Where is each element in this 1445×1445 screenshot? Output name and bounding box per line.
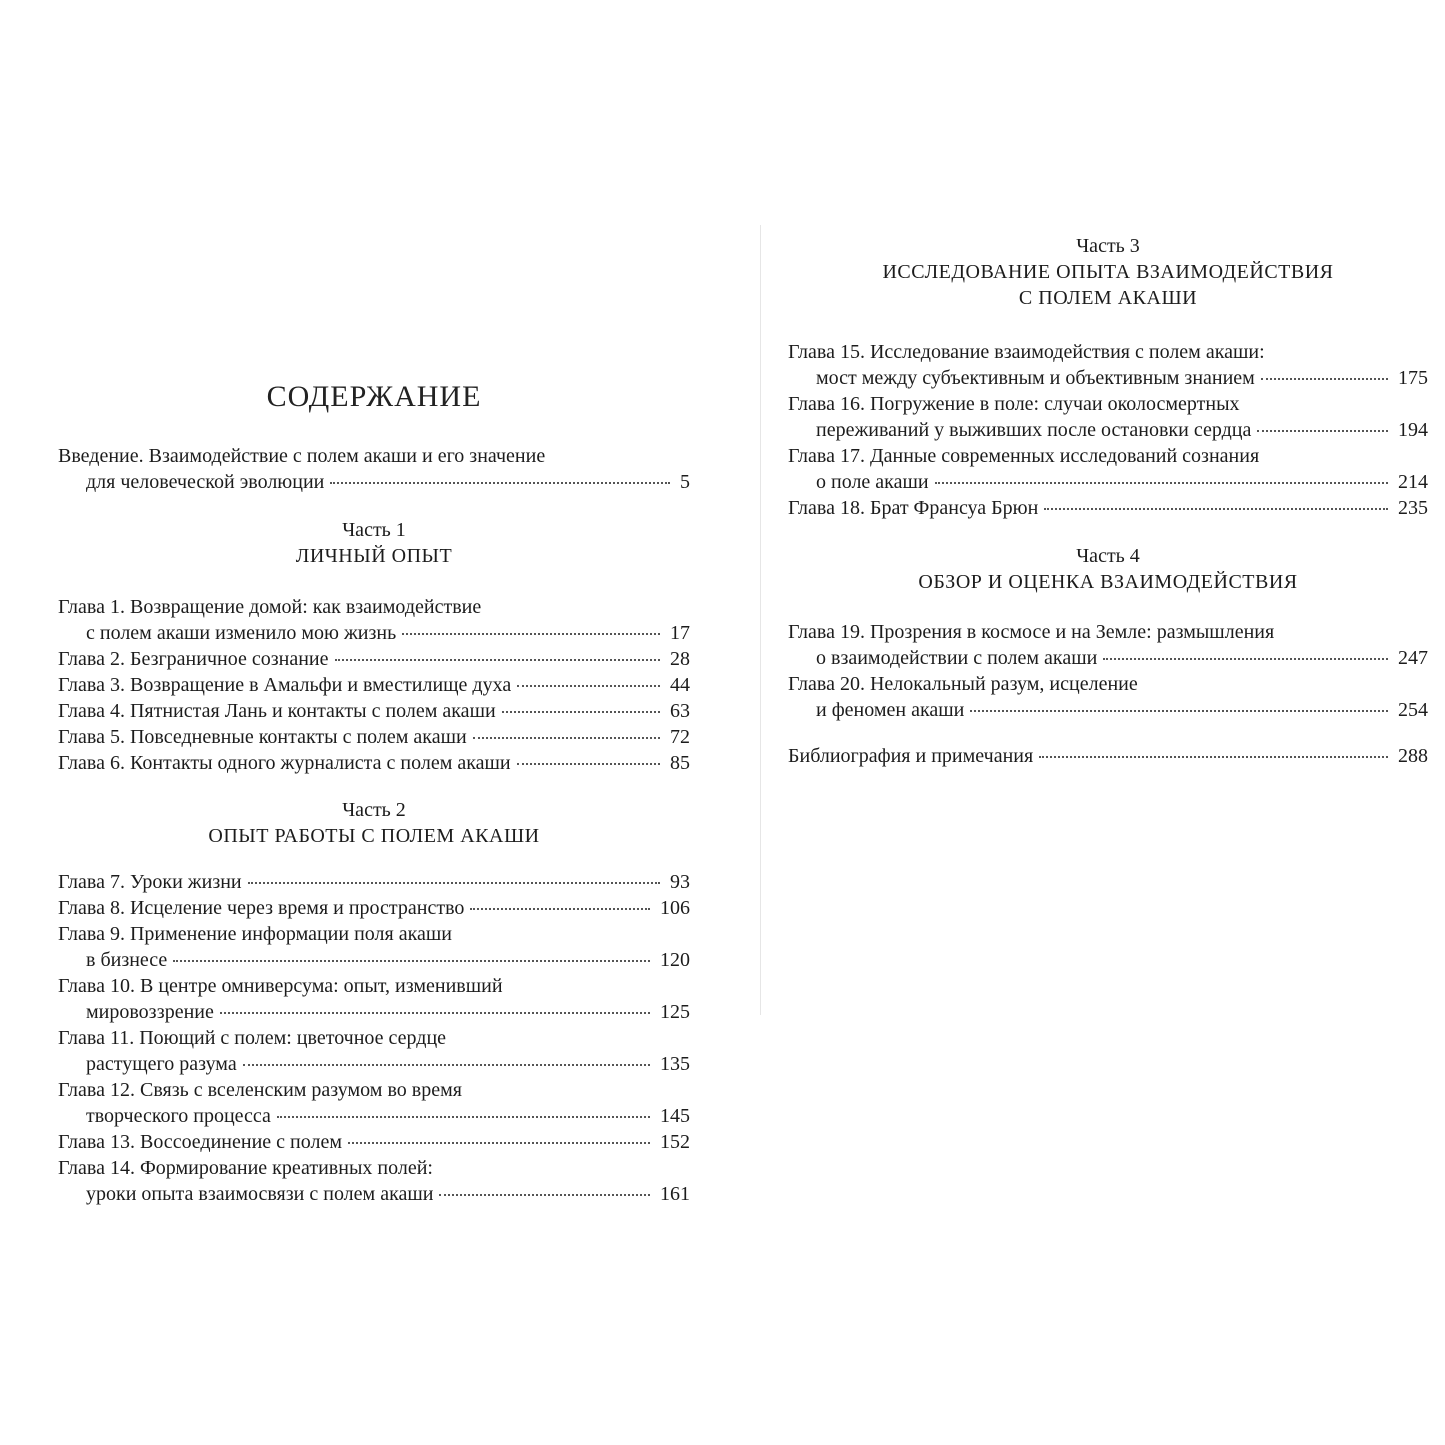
entry-text: Глава 15. Исследование взаимодействия с полем акаши: bbox=[788, 341, 1265, 363]
part-title-line2: С ПОЛЕМ АКАШИ bbox=[1018, 287, 1198, 309]
entry-text: творческого процесса bbox=[86, 1105, 271, 1127]
toc-entry-chapter[interactable] bbox=[58, 750, 690, 776]
part-title: ИССЛЕДОВАНИЕ ОПЫТА ВЗАИМОДЕЙСТВИЯ bbox=[882, 261, 1334, 283]
page-number: 106 bbox=[660, 897, 690, 919]
dot-leader bbox=[439, 1193, 650, 1196]
page-number: 28 bbox=[670, 648, 690, 670]
toc-entry-chapter[interactable] bbox=[58, 646, 690, 672]
entry-text: Глава 16. Погружение в поле: случаи околосмертных bbox=[788, 393, 1240, 415]
toc-entry-chapter[interactable] bbox=[788, 339, 1428, 391]
toc-entry-chapter[interactable] bbox=[58, 921, 690, 973]
part-title: ЛИЧНЫЙ ОПЫТ bbox=[295, 545, 453, 567]
entry-text: Глава 8. Исцеление через время и пространство bbox=[58, 897, 465, 919]
entry-text: Глава 17. Данные современных исследований сознания bbox=[788, 445, 1260, 467]
dot-leader bbox=[1257, 429, 1388, 432]
part-label: Часть 4 bbox=[1076, 545, 1140, 567]
part-3-heading bbox=[788, 233, 1428, 311]
part-2-heading bbox=[58, 797, 690, 849]
toc-entry-chapter[interactable] bbox=[58, 1129, 690, 1155]
page-number: 135 bbox=[660, 1053, 690, 1075]
entry-text: Глава 2. Безграничное сознание bbox=[58, 648, 329, 670]
entry-text: с полем акаши изменило мою жизнь bbox=[86, 622, 397, 644]
entry-text: Глава 7. Уроки жизни bbox=[58, 871, 242, 893]
toc-entry-chapter[interactable] bbox=[788, 495, 1428, 521]
toc-entry-introduction[interactable] bbox=[58, 443, 690, 495]
toc-entry-chapter[interactable] bbox=[58, 698, 690, 724]
toc-entry-chapter[interactable] bbox=[58, 895, 690, 921]
page-number: 72 bbox=[670, 726, 690, 748]
part-4-heading bbox=[788, 543, 1428, 595]
part-label: Часть 3 bbox=[1076, 235, 1140, 257]
page-number: 254 bbox=[1398, 699, 1428, 721]
entry-text: для человеческой эволюции bbox=[86, 471, 325, 493]
page-number: 120 bbox=[660, 949, 690, 971]
dot-leader bbox=[402, 632, 660, 635]
page-number: 152 bbox=[660, 1131, 690, 1153]
entry-text: Глава 11. Поющий с полем: цветочное сердце bbox=[58, 1027, 447, 1049]
dot-leader bbox=[220, 1011, 650, 1014]
page-number: 175 bbox=[1398, 367, 1428, 389]
entry-text: Глава 3. Возвращение в Амальфи и вместилище духа bbox=[58, 674, 512, 696]
dot-leader bbox=[502, 710, 660, 713]
page-number: 247 bbox=[1398, 647, 1428, 669]
dot-leader bbox=[1044, 507, 1388, 510]
page-number: 214 bbox=[1398, 471, 1428, 493]
entry-text: Глава 6. Контакты одного журналиста с полем акаши bbox=[58, 752, 511, 774]
toc-entry-chapter[interactable] bbox=[58, 1155, 690, 1207]
dot-leader bbox=[335, 658, 661, 661]
entry-text: Глава 14. Формирование креативных полей: bbox=[58, 1157, 433, 1179]
part-title: ОПЫТ РАБОТЫ С ПОЛЕМ АКАШИ bbox=[208, 825, 540, 847]
page-number: 235 bbox=[1398, 497, 1428, 519]
entry-text: Глава 10. В центре омниверсума: опыт, изменивший bbox=[58, 975, 503, 997]
dot-leader bbox=[248, 881, 660, 884]
toc-entry-chapter[interactable] bbox=[58, 869, 690, 895]
dot-leader bbox=[173, 959, 650, 962]
entry-text: Глава 5. Повседневные контакты с полем акаши bbox=[58, 726, 467, 748]
entry-text: Глава 4. Пятнистая Лань и контакты с полем акаши bbox=[58, 700, 496, 722]
entry-text: Глава 20. Нелокальный разум, исцеление bbox=[788, 673, 1138, 695]
page-number: 5 bbox=[680, 471, 690, 493]
dot-leader bbox=[1039, 755, 1388, 758]
dot-leader bbox=[1261, 377, 1388, 380]
page-number: 17 bbox=[670, 622, 690, 644]
toc-entry-bibliography[interactable] bbox=[788, 743, 1428, 769]
page-number: 85 bbox=[670, 752, 690, 774]
entry-text: Глава 1. Возвращение домой: как взаимодействие bbox=[58, 596, 482, 618]
dot-leader bbox=[330, 481, 670, 484]
part-label: Часть 1 bbox=[342, 519, 406, 541]
page-number: 44 bbox=[670, 674, 690, 696]
page-number: 194 bbox=[1398, 419, 1428, 441]
part-label: Часть 2 bbox=[342, 799, 406, 821]
dot-leader bbox=[517, 762, 660, 765]
entry-text: растущего разума bbox=[86, 1053, 237, 1075]
dot-leader bbox=[517, 684, 660, 687]
toc-entry-chapter[interactable] bbox=[58, 594, 690, 646]
entry-text: Глава 12. Связь с вселенским разумом во время bbox=[58, 1079, 462, 1101]
toc-entry-chapter[interactable] bbox=[788, 391, 1428, 443]
dot-leader bbox=[1103, 657, 1388, 660]
entry-text: Библиография и примечания bbox=[788, 745, 1034, 767]
entry-text: и феномен акаши bbox=[816, 699, 965, 721]
toc-entry-chapter[interactable] bbox=[58, 672, 690, 698]
part-title: ОБЗОР И ОЦЕНКА ВЗАИМОДЕЙСТВИЯ bbox=[918, 571, 1298, 593]
toc-entry-chapter[interactable] bbox=[58, 1077, 690, 1129]
toc-entry-chapter[interactable] bbox=[58, 724, 690, 750]
page-number: 63 bbox=[670, 700, 690, 722]
entry-text: Глава 13. Воссоединение с полем bbox=[58, 1131, 342, 1153]
page-number: 145 bbox=[660, 1105, 690, 1127]
entry-text: Глава 18. Брат Франсуа Брюн bbox=[788, 497, 1039, 519]
page-number: 161 bbox=[660, 1183, 690, 1205]
page-number: 125 bbox=[660, 1001, 690, 1023]
dot-leader bbox=[470, 907, 650, 910]
entry-text: переживаний у выживших после остановки сердца bbox=[816, 419, 1252, 441]
entry-text: о взаимодействии с полем акаши bbox=[816, 647, 1098, 669]
entry-text: мировоззрение bbox=[86, 1001, 214, 1023]
toc-entry-chapter[interactable] bbox=[58, 1025, 690, 1077]
entry-text: Введение. Взаимодействие с полем акаши и его значение bbox=[58, 445, 546, 467]
toc-title: СОДЕРЖАНИЕ bbox=[266, 380, 482, 413]
dot-leader bbox=[473, 736, 660, 739]
part-1-heading bbox=[58, 517, 690, 569]
page-number: 93 bbox=[670, 871, 690, 893]
dot-leader bbox=[970, 709, 1388, 712]
page-gutter bbox=[760, 225, 761, 1015]
toc-entry-chapter[interactable] bbox=[788, 443, 1428, 495]
entry-text: Глава 19. Прозрения в космосе и на Земле: размышления bbox=[788, 621, 1275, 643]
dot-leader bbox=[243, 1063, 650, 1066]
page-number: 288 bbox=[1398, 745, 1428, 767]
dot-leader bbox=[348, 1141, 650, 1144]
entry-text: Глава 9. Применение информации поля акаши bbox=[58, 923, 452, 945]
toc-entry-chapter[interactable] bbox=[788, 671, 1428, 723]
toc-entry-chapter[interactable] bbox=[58, 973, 690, 1025]
entry-text: в бизнесе bbox=[86, 949, 168, 971]
dot-leader bbox=[277, 1115, 650, 1118]
toc-entry-chapter[interactable] bbox=[788, 619, 1428, 671]
entry-text: мост между субъективным и объективным знанием bbox=[816, 367, 1255, 389]
entry-text: уроки опыта взаимосвязи с полем акаши bbox=[86, 1183, 434, 1205]
entry-text: о поле акаши bbox=[816, 471, 929, 493]
dot-leader bbox=[935, 481, 1388, 484]
